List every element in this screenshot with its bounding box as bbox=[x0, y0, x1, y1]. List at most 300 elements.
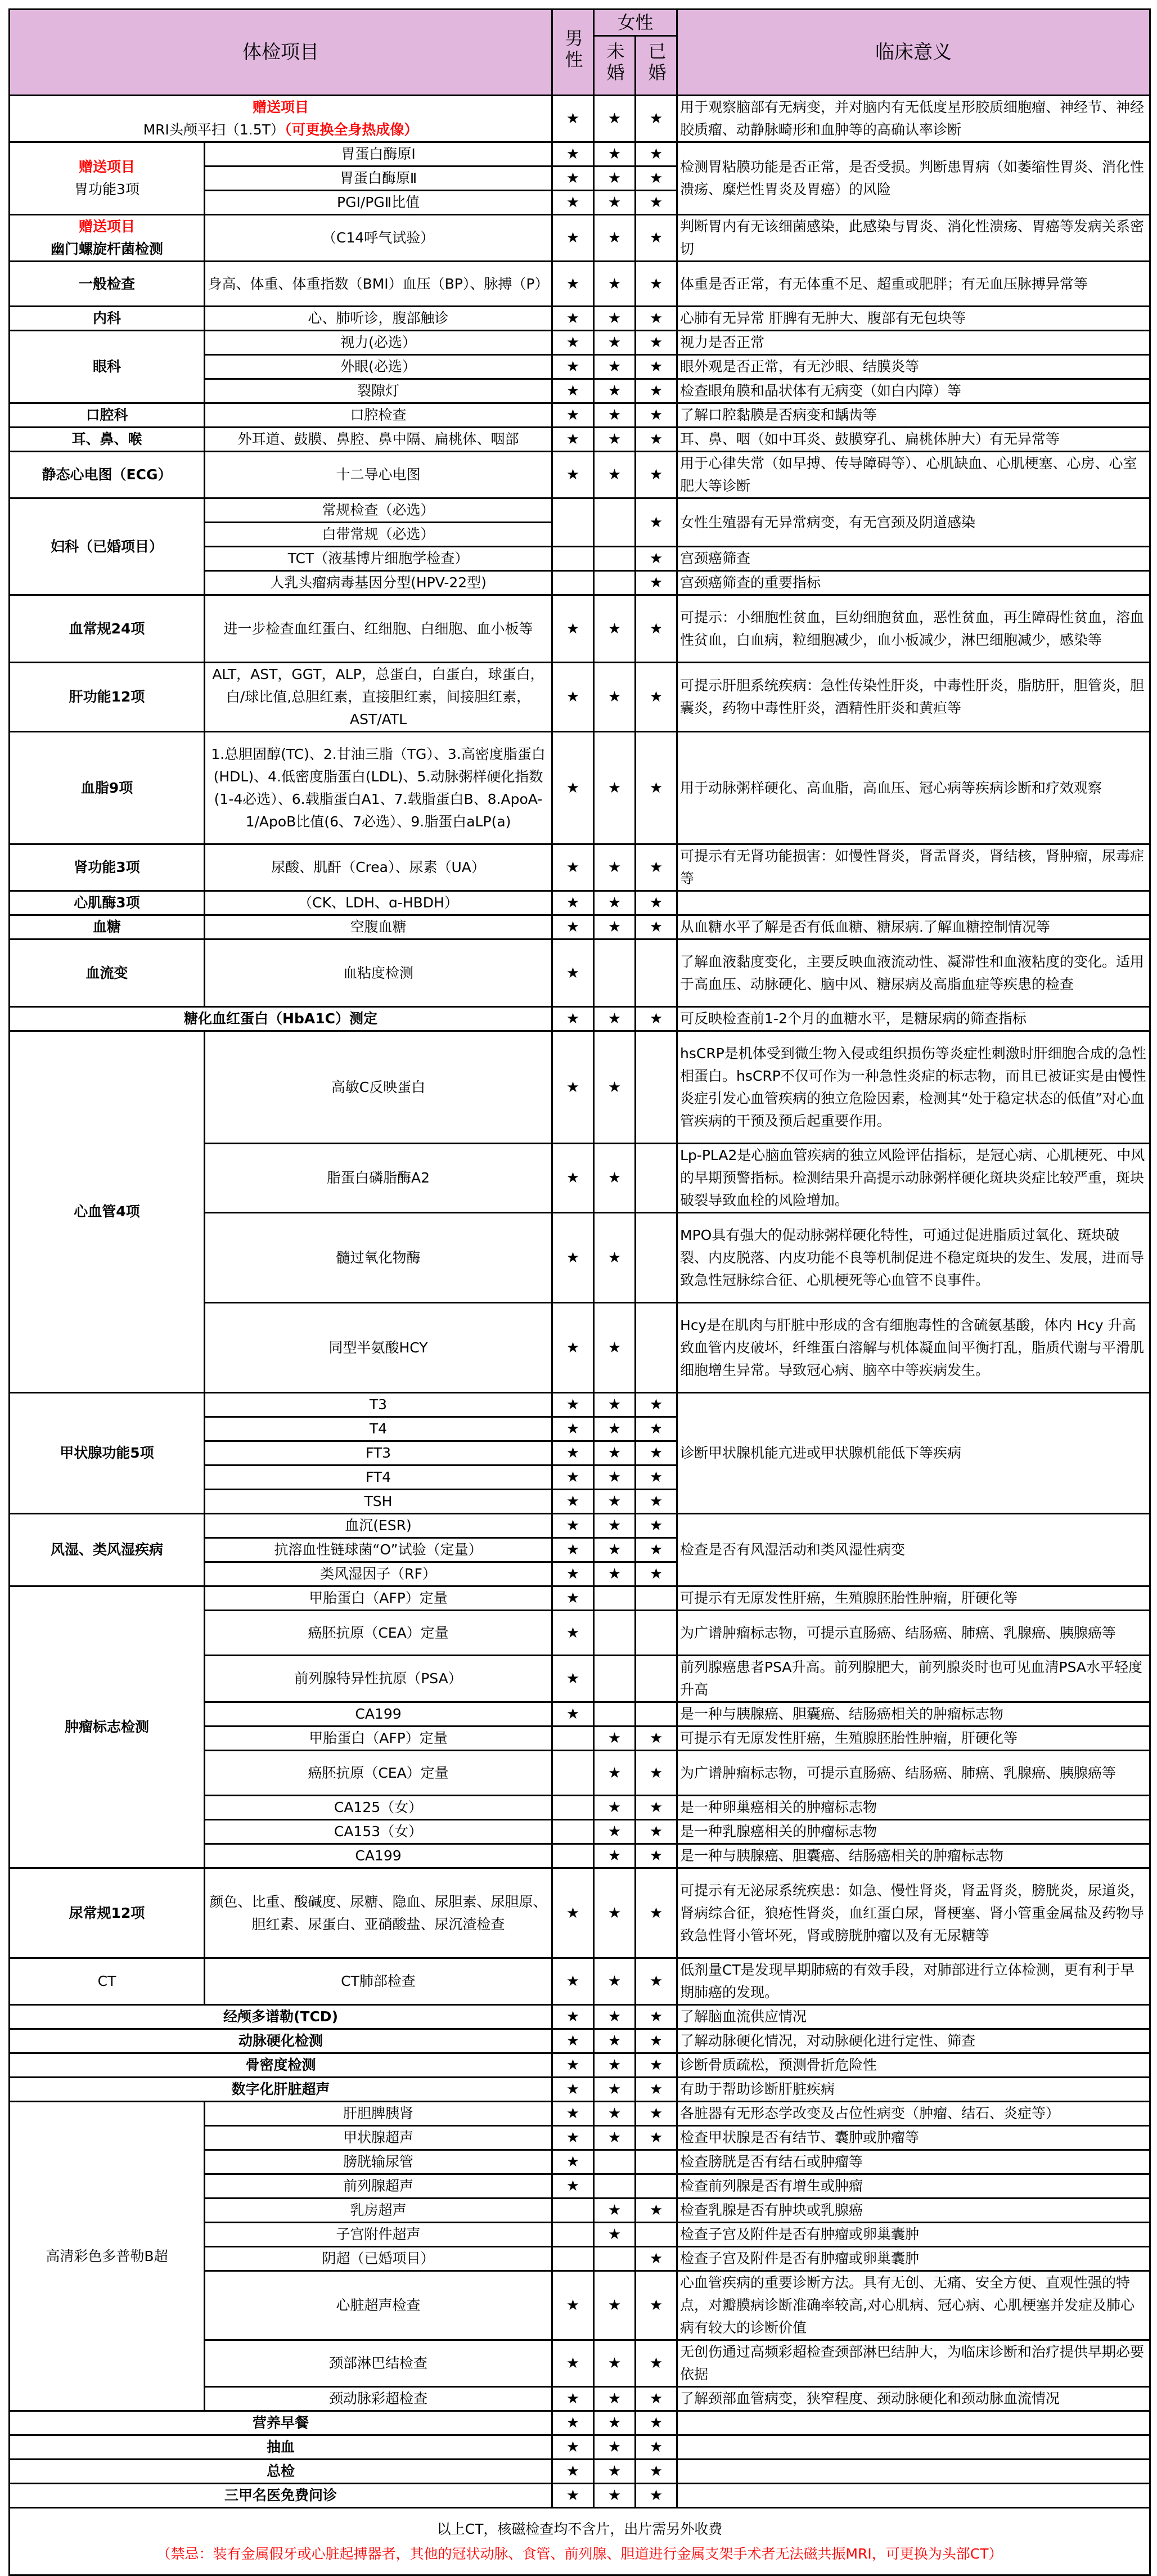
star-icon: ★ bbox=[607, 1469, 622, 1486]
clinical-meaning: 用于心律失常（如早搏、传导障碍等）、心肌缺血、心肌梗塞、心房、心室肥大等诊断 bbox=[677, 452, 1150, 498]
row-blood bbox=[10, 595, 1150, 663]
star-icon: ★ bbox=[649, 383, 663, 399]
star-icon: ★ bbox=[607, 431, 622, 448]
married-cell bbox=[636, 732, 677, 844]
star-icon: ★ bbox=[607, 1904, 622, 1922]
star-icon: ★ bbox=[566, 1445, 580, 1462]
married-cell bbox=[636, 2029, 677, 2053]
male-cell bbox=[552, 1844, 594, 1868]
married-cell bbox=[636, 1490, 677, 1514]
star-icon: ★ bbox=[566, 1170, 580, 1186]
clinical-meaning: 低剂量CT是发现早期肺癌的有效手段，对肺部进行立体检测，更有利于早期肺癌的发现。 bbox=[677, 1958, 1150, 2005]
male-cell bbox=[552, 428, 594, 452]
unmarried-cell bbox=[594, 2435, 636, 2460]
male-cell bbox=[552, 1958, 594, 2005]
star-icon: ★ bbox=[607, 2081, 622, 2098]
clinical-meaning: 是一种与胰腺癌、胆囊癌、结肠癌相关的肿瘤标志物 bbox=[677, 1844, 1150, 1868]
stomach-cat: 赠送项目 胃功能3项 bbox=[10, 142, 205, 215]
clinical-meaning: 用于动脉粥样硬化、高血脂，高血压、冠心病等疾病诊断和疗效观察 bbox=[677, 732, 1150, 844]
star-icon: ★ bbox=[649, 358, 663, 375]
unmarried-cell bbox=[594, 1514, 636, 1538]
unmarried-cell bbox=[594, 1796, 636, 1820]
item-name: FT4 bbox=[205, 1465, 552, 1490]
clinical-meaning: 诊断骨质疏松，预测骨折危险性 bbox=[677, 2053, 1150, 2078]
male-cell bbox=[552, 2340, 594, 2387]
unmarried-cell bbox=[594, 844, 636, 891]
married-cell bbox=[636, 2387, 677, 2411]
unmarried-cell bbox=[594, 2053, 636, 2078]
unmarried-cell bbox=[594, 732, 636, 844]
married-cell bbox=[636, 663, 677, 732]
category-name: 血糖 bbox=[10, 915, 205, 939]
married-cell bbox=[636, 2150, 677, 2174]
star-icon: ★ bbox=[649, 1847, 663, 1864]
star-icon: ★ bbox=[649, 2463, 663, 2480]
male-cell bbox=[552, 1490, 594, 1514]
clinical-meaning: 可提示：小细胞性贫血，巨幼细胞贫血，恶性贫血，再生障碍性贫血，溶血性贫血，白血病，粒细胞减少，血小板减少，淋巴细胞减少，感染等 bbox=[677, 595, 1150, 663]
married-cell bbox=[636, 1441, 677, 1465]
male-cell bbox=[552, 1586, 594, 1611]
star-icon: ★ bbox=[566, 2129, 580, 2146]
unmarried-cell bbox=[594, 2340, 636, 2387]
male-cell bbox=[552, 355, 594, 379]
unmarried-cell bbox=[594, 939, 636, 1007]
male-cell bbox=[552, 331, 594, 355]
unmarried-cell bbox=[594, 2005, 636, 2029]
star-icon: ★ bbox=[649, 2057, 663, 2074]
male-cell bbox=[552, 1751, 594, 1796]
star-icon: ★ bbox=[607, 1764, 622, 1782]
star-icon: ★ bbox=[566, 110, 580, 127]
category-name: 静态心电图（ECG） bbox=[10, 452, 205, 498]
star-icon: ★ bbox=[566, 2008, 580, 2025]
star-icon: ★ bbox=[607, 2390, 622, 2407]
unmarried-cell bbox=[594, 428, 636, 452]
male-cell bbox=[552, 403, 594, 428]
married-cell bbox=[636, 1958, 677, 2005]
married-cell bbox=[636, 2078, 677, 2102]
star-icon: ★ bbox=[566, 1469, 580, 1486]
male-cell bbox=[552, 142, 594, 167]
star-icon: ★ bbox=[607, 919, 622, 936]
clinical-meaning: 了解口腔黏膜是否病变和龋齿等 bbox=[677, 403, 1150, 428]
item-name: T4 bbox=[205, 1417, 552, 1441]
clinical-meaning: 无创伤通过高频彩超检查颈部淋巴结肿大，为临床诊断和治疗提供早期必要依据 bbox=[677, 2340, 1150, 2387]
married-cell bbox=[636, 167, 677, 191]
row-general bbox=[10, 262, 1150, 307]
category-name: 心血管4项 bbox=[10, 1031, 205, 1393]
male-cell bbox=[552, 2460, 594, 2484]
married-cell bbox=[636, 571, 677, 595]
star-icon: ★ bbox=[566, 1517, 580, 1534]
category-name: 妇科（已婚项目） bbox=[10, 498, 205, 595]
star-icon: ★ bbox=[566, 2463, 580, 2480]
star-icon: ★ bbox=[649, 2439, 663, 2456]
star-icon: ★ bbox=[649, 2033, 663, 2049]
star-icon: ★ bbox=[566, 1904, 580, 1922]
male-cell bbox=[552, 2411, 594, 2435]
star-icon: ★ bbox=[607, 1010, 622, 1027]
clinical-meaning: 检查子宫及附件是否有肿瘤或卵巢囊肿 bbox=[677, 2247, 1150, 2271]
item-name: 心、肺听诊，腹部触诊 bbox=[205, 307, 552, 331]
star-icon: ★ bbox=[649, 1904, 663, 1922]
item-name: 颈动脉彩超检查 bbox=[205, 2387, 552, 2411]
star-icon: ★ bbox=[566, 2033, 580, 2049]
star-icon: ★ bbox=[607, 689, 622, 705]
star-icon: ★ bbox=[649, 2297, 663, 2314]
row-extra bbox=[10, 2435, 1150, 2460]
star-icon: ★ bbox=[566, 2415, 580, 2431]
male-cell bbox=[552, 96, 594, 142]
item-name: 癌胚抗原（CEA）定量 bbox=[205, 1751, 552, 1796]
clinical-meaning: 是一种卵巢癌相关的肿瘤标志物 bbox=[677, 1796, 1150, 1820]
unmarried-cell bbox=[594, 1465, 636, 1490]
star-icon: ★ bbox=[607, 859, 622, 876]
unmarried-cell bbox=[594, 1538, 636, 1562]
item-name: 尿酸、肌酐（Crea）、尿素（UA） bbox=[205, 844, 552, 891]
unmarried-cell bbox=[594, 307, 636, 331]
item-name: CA125（女） bbox=[205, 1796, 552, 1820]
married-cell bbox=[636, 2102, 677, 2126]
star-icon: ★ bbox=[649, 1469, 663, 1486]
star-icon: ★ bbox=[607, 2487, 622, 2504]
star-icon: ★ bbox=[649, 1010, 663, 1027]
unmarried-cell bbox=[594, 1611, 636, 1656]
unmarried-cell bbox=[594, 1490, 636, 1514]
star-icon: ★ bbox=[566, 779, 580, 797]
male-cell bbox=[552, 595, 594, 663]
star-icon: ★ bbox=[607, 1823, 622, 1840]
star-icon: ★ bbox=[649, 894, 663, 911]
unmarried-cell bbox=[594, 355, 636, 379]
star-icon: ★ bbox=[607, 894, 622, 911]
row-kidney bbox=[10, 844, 1150, 891]
item-name: （CK、LDH、ɑ-HBDH） bbox=[205, 891, 552, 915]
row-liverus bbox=[10, 2078, 1150, 2102]
item-name: 白带常规（必选） bbox=[205, 523, 552, 547]
star-icon: ★ bbox=[649, 2008, 663, 2025]
star-icon: ★ bbox=[607, 1249, 622, 1266]
row-eye bbox=[10, 331, 1150, 355]
star-icon: ★ bbox=[566, 194, 580, 211]
star-icon: ★ bbox=[566, 358, 580, 375]
star-icon: ★ bbox=[607, 1541, 622, 1558]
row-internal bbox=[10, 307, 1150, 331]
clinical-meaning: 检查是否有风湿活动和类风湿性病变 bbox=[677, 1514, 1150, 1586]
star-icon: ★ bbox=[566, 1541, 580, 1558]
item-name: 颈部淋巴结检查 bbox=[205, 2340, 552, 2387]
row-extra bbox=[10, 2411, 1150, 2435]
unmarried-cell bbox=[594, 2199, 636, 2223]
clinical-meaning: 心肺有无异常 肝脾有无肿大、腹部有无包块等 bbox=[677, 307, 1150, 331]
star-icon: ★ bbox=[607, 194, 622, 211]
star-icon: ★ bbox=[649, 689, 663, 705]
item-name: 甲胎蛋白（AFP）定量 bbox=[205, 1586, 552, 1611]
star-icon: ★ bbox=[649, 1445, 663, 1462]
row-liver bbox=[10, 663, 1150, 732]
married-cell bbox=[636, 403, 677, 428]
star-icon: ★ bbox=[566, 1339, 580, 1356]
star-icon: ★ bbox=[607, 1517, 622, 1534]
item-name: 甲胎蛋白（AFP）定量 bbox=[205, 1727, 552, 1751]
star-icon: ★ bbox=[649, 466, 663, 483]
male-cell bbox=[552, 1562, 594, 1586]
unmarried-cell bbox=[594, 663, 636, 732]
item-name: 心脏超声检查 bbox=[205, 2271, 552, 2340]
clinical-meaning: 女性生殖器有无异常病变，有无宫颈及阴道感染 bbox=[677, 498, 1150, 547]
male-cell bbox=[552, 1465, 594, 1490]
category-name: 口腔科 bbox=[10, 403, 205, 428]
row-myo bbox=[10, 891, 1150, 915]
clinical-meaning: 了解血液黏度变化，主要反映血液流动性、凝滞性和血液粘度的变化。适用于高血压、动脉硬化、脑中风、糖尿病及高脂血症等疾患的检查 bbox=[677, 939, 1150, 1007]
table-header bbox=[10, 10, 1150, 36]
star-icon: ★ bbox=[566, 1078, 580, 1096]
clinical-meaning: 耳、鼻、咽（如中耳炎、鼓膜穿孔、扁桃体肿大）有无异常等 bbox=[677, 428, 1150, 452]
male-cell bbox=[552, 1514, 594, 1538]
category-name: 一般检查 bbox=[10, 262, 205, 307]
star-icon: ★ bbox=[649, 1396, 663, 1413]
married-cell bbox=[636, 1144, 677, 1213]
category-name: 血流变 bbox=[10, 939, 205, 1007]
clinical-meaning: Lp-PLA2是心脑血管疾病的独立风险评估指标，是冠心病、心肌梗死、中风的早期预警指标。检测结果升高提示动脉粥样硬化斑块炎症比较严重，斑块破裂导致血栓的风险增加。 bbox=[677, 1144, 1150, 1213]
male-cell bbox=[552, 2102, 594, 2126]
married-cell bbox=[636, 2271, 677, 2340]
married-cell bbox=[636, 1031, 677, 1144]
star-icon: ★ bbox=[649, 230, 663, 246]
star-icon: ★ bbox=[607, 2033, 622, 2049]
mri-cell: 赠送项目 MRI头颅平扫（1.5T）（可更换全身热成像） bbox=[10, 96, 552, 142]
item-name: 癌胚抗原（CEA）定量 bbox=[205, 1611, 552, 1656]
item-name: TCT（液基博片细胞学检查） bbox=[205, 547, 552, 571]
header-meaning: 临床意义 bbox=[677, 10, 1150, 96]
clinical-meaning: 可提示有无泌尿系统疾患：如急、慢性肾炎，肾盂肾炎，膀胱炎，尿道炎，肾病综合征，狼疮性肾炎，血红蛋白尿，肾梗塞、肾小管重金属盐及药物导致急性肾小管坏死，肾或膀胱肿瘤以及有无尿糖等 bbox=[677, 1868, 1150, 1958]
hp-cat: 赠送项目 幽门螺旋杆菌检测 bbox=[10, 215, 205, 262]
male-cell bbox=[552, 732, 594, 844]
married-cell bbox=[636, 915, 677, 939]
married-cell bbox=[636, 1751, 677, 1796]
star-icon: ★ bbox=[566, 1493, 580, 1510]
row-ent bbox=[10, 428, 1150, 452]
gift-tag: 赠送项目 bbox=[252, 99, 309, 115]
star-icon: ★ bbox=[607, 466, 622, 483]
star-icon: ★ bbox=[607, 170, 622, 187]
married-cell bbox=[636, 2174, 677, 2199]
unmarried-cell bbox=[594, 452, 636, 498]
married-cell bbox=[636, 1868, 677, 1958]
star-icon: ★ bbox=[607, 2415, 622, 2431]
item-name: 人乳头瘤病毒基因分型(HPV-22型) bbox=[205, 571, 552, 595]
unmarried-cell bbox=[594, 1702, 636, 1727]
unmarried-cell bbox=[594, 1007, 636, 1031]
unmarried-cell bbox=[594, 191, 636, 215]
category-name: 高清彩色多普勒B超 bbox=[10, 2102, 205, 2411]
star-icon: ★ bbox=[566, 1590, 580, 1607]
married-cell bbox=[636, 1213, 677, 1303]
star-icon: ★ bbox=[649, 779, 663, 797]
unmarried-cell bbox=[594, 1727, 636, 1751]
item-name: 髓过氧化物酶 bbox=[205, 1213, 552, 1303]
male-cell bbox=[552, 915, 594, 939]
male-cell bbox=[552, 547, 594, 571]
star-icon: ★ bbox=[607, 2105, 622, 2122]
item-name: 口腔检查 bbox=[205, 403, 552, 428]
star-icon: ★ bbox=[566, 2081, 580, 2098]
category-name: 营养早餐 bbox=[10, 2411, 552, 2435]
star-icon: ★ bbox=[649, 2487, 663, 2504]
male-cell bbox=[552, 2247, 594, 2271]
clinical-meaning: 判断胃内有无该细菌感染，此感染与胃炎、消化性溃疡、胃癌等发病关系密切 bbox=[677, 215, 1150, 262]
star-icon: ★ bbox=[607, 2463, 622, 2480]
unmarried-cell bbox=[594, 1303, 636, 1393]
item-name: 血沉(ESR) bbox=[205, 1514, 552, 1538]
clinical-meaning bbox=[677, 891, 1150, 915]
star-icon: ★ bbox=[649, 194, 663, 211]
item-name: 膀胱输尿管 bbox=[205, 2150, 552, 2174]
unmarried-cell bbox=[594, 2078, 636, 2102]
male-cell bbox=[552, 167, 594, 191]
star-icon: ★ bbox=[566, 2297, 580, 2314]
category-name: 糖化血红蛋白（HbA1C）测定 bbox=[10, 1007, 552, 1031]
item-name: 颜色、比重、酸碱度、尿糖、隐血、尿胆素、尿胆原、胆红素、尿蛋白、亚硝酸盐、尿沉渣检查 bbox=[205, 1868, 552, 1958]
category-name: 肾功能3项 bbox=[10, 844, 205, 891]
unmarried-cell bbox=[594, 2029, 636, 2053]
star-icon: ★ bbox=[607, 1420, 622, 1437]
star-icon: ★ bbox=[649, 275, 663, 293]
category-name: 眼科 bbox=[10, 331, 205, 403]
star-icon: ★ bbox=[607, 2439, 622, 2456]
category-name: 三甲名医免费问诊 bbox=[10, 2484, 552, 2508]
married-cell bbox=[636, 2247, 677, 2271]
male-cell bbox=[552, 2271, 594, 2340]
male-cell bbox=[552, 1441, 594, 1465]
married-cell bbox=[636, 498, 677, 547]
item-name: 外耳道、鼓膜、鼻腔、鼻中隔、扁桃体、咽部 bbox=[205, 428, 552, 452]
married-cell bbox=[636, 2435, 677, 2460]
married-cell bbox=[636, 1007, 677, 1031]
married-cell bbox=[636, 355, 677, 379]
star-icon: ★ bbox=[566, 964, 580, 982]
star-icon: ★ bbox=[649, 146, 663, 163]
married-cell bbox=[636, 379, 677, 403]
row-glucose bbox=[10, 915, 1150, 939]
unmarried-cell bbox=[594, 2126, 636, 2150]
clinical-meaning: 前列腺癌患者PSA升高。前列腺肥大，前列腺炎时也可见血清PSA水平轻度升高 bbox=[677, 1656, 1150, 1702]
married-cell bbox=[636, 1611, 677, 1656]
category-name: 肝功能12项 bbox=[10, 663, 205, 732]
male-cell bbox=[552, 1213, 594, 1303]
star-icon: ★ bbox=[649, 2250, 663, 2267]
star-icon: ★ bbox=[649, 1973, 663, 1990]
married-cell bbox=[636, 1796, 677, 1820]
item-name: CA153（女） bbox=[205, 1820, 552, 1844]
item-name: PGⅠ/PGⅡ比值 bbox=[205, 191, 552, 215]
item-name: T3 bbox=[205, 1393, 552, 1417]
married-cell bbox=[636, 96, 677, 142]
male-cell bbox=[552, 1007, 594, 1031]
clinical-meaning: 各脏器有无形态学改变及占位性病变（肿瘤、结石、炎症等） bbox=[677, 2102, 1150, 2126]
married-cell bbox=[636, 1562, 677, 1586]
male-cell bbox=[552, 1656, 594, 1702]
star-icon: ★ bbox=[566, 859, 580, 876]
clinical-meaning: 宫颈癌筛查 bbox=[677, 547, 1150, 571]
star-icon: ★ bbox=[649, 110, 663, 127]
married-cell bbox=[636, 1820, 677, 1844]
clinical-meaning: 可提示肝胆系统疾病：急性传染性肝炎，中毒性肝炎，脂肪肝，胆管炎，胆囊炎，药物中毒性肝炎，酒精性肝炎和黄疸等 bbox=[677, 663, 1150, 732]
clinical-meaning: 可提示有无原发性肝癌，生殖腺胚胎性肿瘤，肝硬化等 bbox=[677, 1727, 1150, 1751]
married-cell bbox=[636, 2199, 677, 2223]
star-icon: ★ bbox=[607, 2057, 622, 2074]
clinical-meaning: 检查甲状腺是否有结节、囊肿或肿瘤等 bbox=[677, 2126, 1150, 2150]
married-cell bbox=[636, 452, 677, 498]
star-icon: ★ bbox=[649, 620, 663, 637]
star-icon: ★ bbox=[566, 1566, 580, 1583]
row-thyroid bbox=[10, 1393, 1150, 1417]
star-icon: ★ bbox=[566, 2487, 580, 2504]
married-cell bbox=[636, 1727, 677, 1751]
row-ecg bbox=[10, 452, 1150, 498]
married-cell bbox=[636, 2126, 677, 2150]
star-icon: ★ bbox=[607, 1973, 622, 1990]
row-ct bbox=[10, 1958, 1150, 2005]
star-icon: ★ bbox=[607, 2226, 622, 2243]
unmarried-cell bbox=[594, 167, 636, 191]
star-icon: ★ bbox=[607, 1445, 622, 1462]
star-icon: ★ bbox=[566, 1624, 580, 1642]
star-icon: ★ bbox=[607, 2297, 622, 2314]
male-cell bbox=[552, 191, 594, 215]
male-cell bbox=[552, 1303, 594, 1393]
male-cell bbox=[552, 2005, 594, 2029]
male-cell bbox=[552, 1727, 594, 1751]
male-cell bbox=[552, 2126, 594, 2150]
row-bone bbox=[10, 2053, 1150, 2078]
unmarried-cell bbox=[594, 403, 636, 428]
category-name: 尿常规12项 bbox=[10, 1868, 205, 1958]
item-name: 十二导心电图 bbox=[205, 452, 552, 498]
star-icon: ★ bbox=[566, 431, 580, 448]
star-icon: ★ bbox=[607, 1730, 622, 1747]
unmarried-cell bbox=[594, 2174, 636, 2199]
unmarried-cell bbox=[594, 1562, 636, 1586]
star-icon: ★ bbox=[607, 310, 622, 327]
married-cell bbox=[636, 142, 677, 167]
header-female: 女性 bbox=[594, 10, 677, 36]
married-cell bbox=[636, 331, 677, 355]
male-cell bbox=[552, 2174, 594, 2199]
male-cell bbox=[552, 1702, 594, 1727]
star-icon: ★ bbox=[607, 146, 622, 163]
clinical-meaning: 是一种与胰腺癌、胆囊癌、结肠癌相关的肿瘤标志物 bbox=[677, 1702, 1150, 1727]
category-name: 经颅多谱勒(TCD) bbox=[10, 2005, 552, 2029]
star-icon: ★ bbox=[566, 894, 580, 911]
item-name: 类风湿因子（RF） bbox=[205, 1562, 552, 1586]
unmarried-cell bbox=[594, 595, 636, 663]
item-name: CA199 bbox=[205, 1702, 552, 1727]
star-icon: ★ bbox=[566, 1249, 580, 1266]
unmarried-cell bbox=[594, 1820, 636, 1844]
married-cell bbox=[636, 1303, 677, 1393]
male-cell bbox=[552, 663, 594, 732]
star-icon: ★ bbox=[607, 110, 622, 127]
item-name: 同型半氨酸HCY bbox=[205, 1303, 552, 1393]
married-cell bbox=[636, 2411, 677, 2435]
clinical-meaning: 检查乳腺是否有肿块或乳腺癌 bbox=[677, 2199, 1150, 2223]
unmarried-cell bbox=[594, 215, 636, 262]
clinical-meaning: 用于观察脑部有无病变，并对脑内有无低度星形胶质细胞瘤、神经节、神经胶质瘤、动静脉畸形和血肿等的高确认率诊断 bbox=[677, 96, 1150, 142]
item-name: CT肺部检查 bbox=[205, 1958, 552, 2005]
category-name: 内科 bbox=[10, 307, 205, 331]
header-item: 体检项目 bbox=[10, 10, 552, 96]
